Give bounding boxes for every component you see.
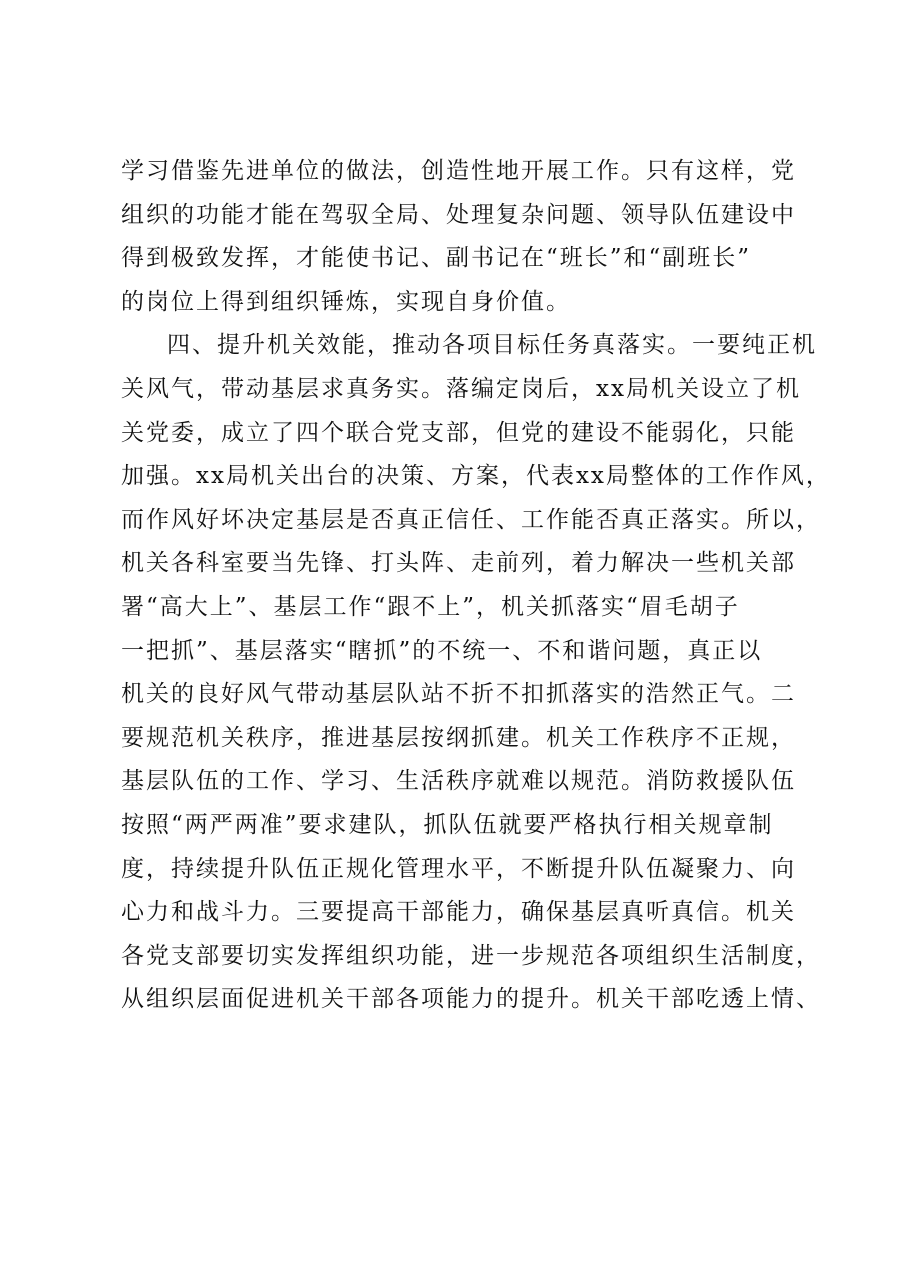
text-line: 基层队伍的工作、学习、生活秩序就难以规范。消防救援队伍 bbox=[121, 768, 796, 795]
text-line: 各党支部要切实发挥组织功能，进一步规范各项组织生活制度， bbox=[121, 942, 821, 969]
text-line: 学习借鉴先进单位的做法，创造性地开展工作。只有这样，党 bbox=[121, 158, 796, 184]
text-line: 关风气，带动基层求真务实。落编定岗后，xx局机关设立了机 bbox=[121, 375, 801, 402]
text-line: 心力和战斗力。三要提高干部能力，确保基层真听真信。机关 bbox=[121, 899, 796, 926]
paragraph-start-line: 四、提升机关效能，推动各项目标任务真落实。一要纯正机 bbox=[167, 332, 817, 359]
text-line: 得到极致发挥，才能使书记、副书记在“班长”和“副班长” bbox=[121, 245, 752, 272]
text-line: 机关的良好风气带动基层队站不折不扣抓落实的浩然正气。二 bbox=[121, 681, 796, 708]
text-line: 加强。xx局机关出台的决策、方案，代表xx局整体的工作作风， bbox=[121, 463, 831, 490]
text-line: 要规范机关秩序，推进基层按纲抓建。机关工作秩序不正规， bbox=[121, 724, 796, 751]
text-line: 而作风好坏决定基层是否真正信任、工作能否真正落实。所以， bbox=[121, 506, 821, 533]
document-body bbox=[121, 150, 831, 1022]
text-line: 机关各科室要当先锋、打头阵、走前列，着力解决一些机关部 bbox=[121, 550, 796, 577]
text-line: 度，持续提升队伍正规化管理水平，不断提升队伍凝聚力、向 bbox=[121, 855, 796, 882]
text-line: 一把抓”、基层落实“瞎抓”的不统一、不和谐问题，真正以 bbox=[121, 637, 763, 664]
text-line: 按照“两严两准”要求建队，抓队伍就要严格执行相关规章制 bbox=[121, 811, 774, 838]
text-line: 署“高大上”、基层工作“跟不上”，机关抓落实“眉毛胡子 bbox=[121, 593, 740, 620]
text-line: 组织的功能才能在驾驭全局、处理复杂问题、领导队伍建设中 bbox=[121, 201, 796, 228]
text-line: 的岗位上得到组织锤炼，实现自身价值。 bbox=[121, 288, 571, 315]
text-line: 关党委，成立了四个联合党支部，但党的建设不能弱化，只能 bbox=[121, 419, 796, 446]
text-line: 从组织层面促进机关干部各项能力的提升。机关干部吃透上情、 bbox=[121, 986, 821, 1013]
